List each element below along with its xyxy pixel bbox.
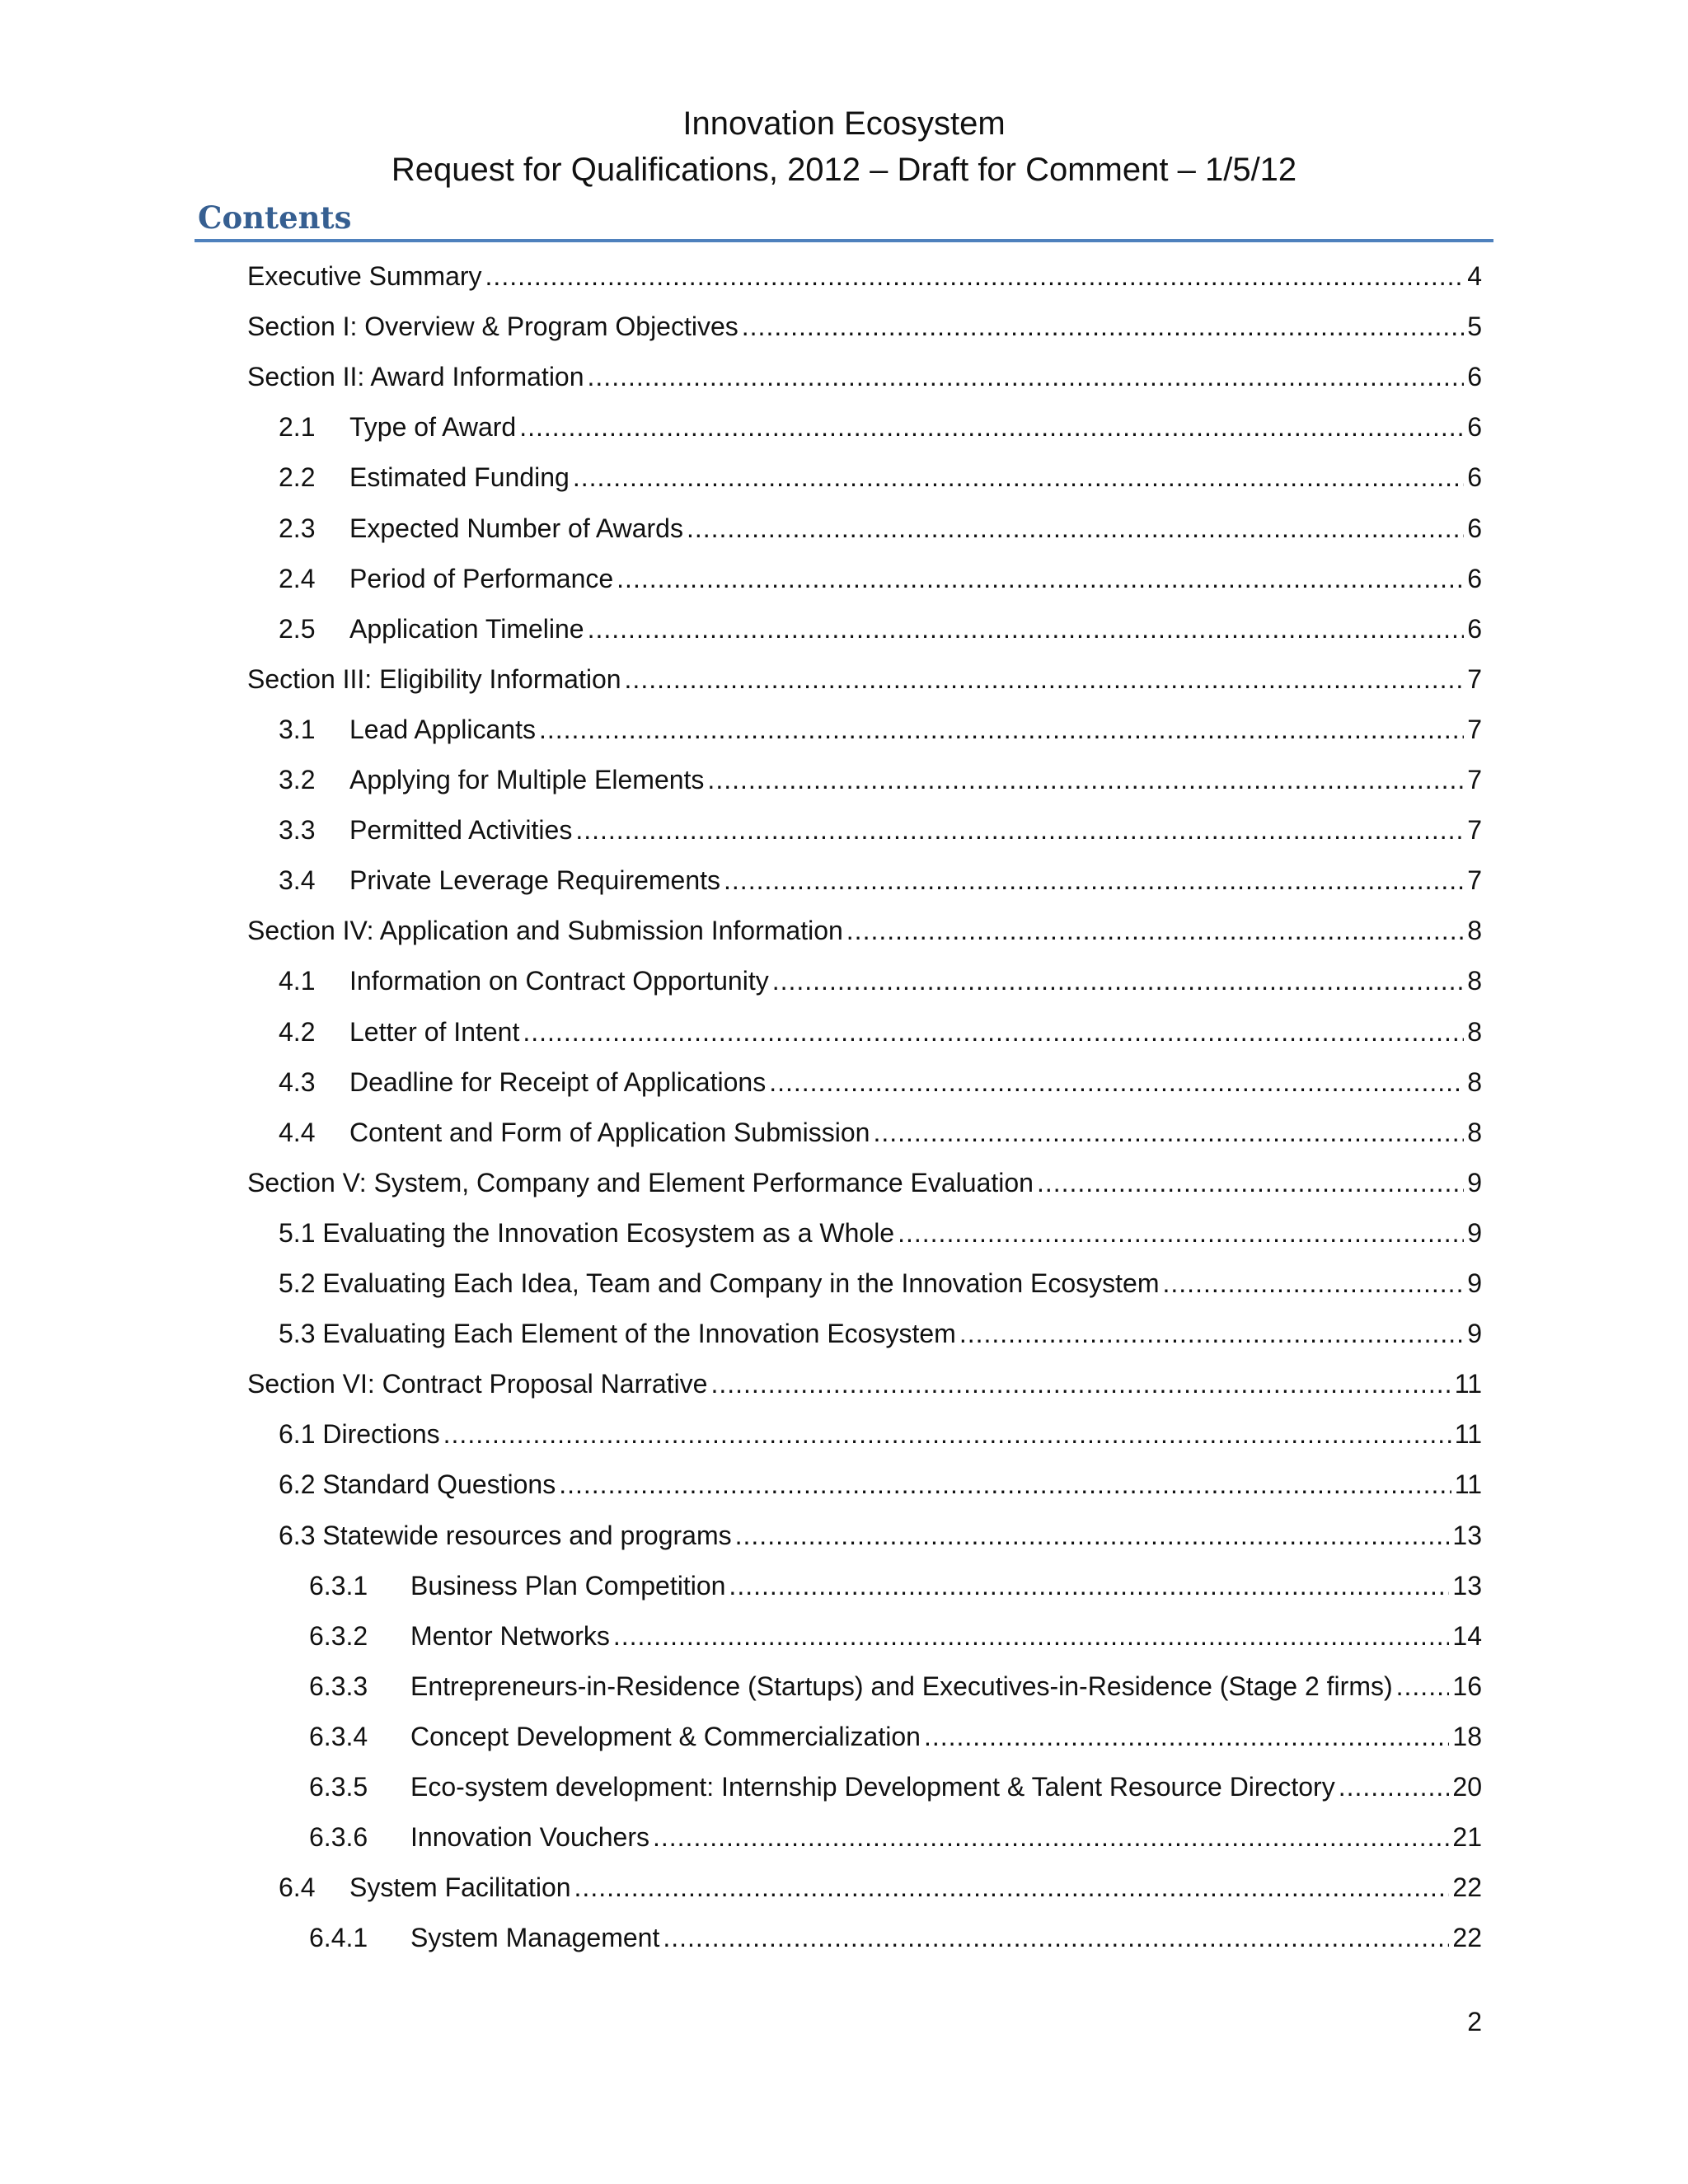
toc-entry[interactable] [0,508,1688,549]
page-number: 2 [1467,2007,1482,2036]
toc-entry-line [309,1766,1482,1807]
document-title: Innovation Ecosystem [682,105,1006,142]
toc-dot-leader [574,1867,1450,1908]
toc-entry-line [279,558,1482,599]
toc-entry-title: 5.1 Evaluating the Innovation Ecosystem as a Whole [279,1217,895,1248]
toc-entry-page: 6 [1467,362,1482,392]
toc-entry-page: 9 [1467,1167,1482,1197]
toc-entry[interactable] [0,709,1688,750]
toc-entry[interactable] [0,255,1688,297]
toc-entry-line [247,1363,1482,1404]
toc-entry-page: 8 [1467,1066,1482,1097]
toc-dot-leader [539,709,1464,750]
toc-entry-page: 5 [1467,312,1482,342]
toc-entry-title: 6.3 Statewide resources and programs [279,1520,732,1550]
toc-entry[interactable] [0,1413,1688,1455]
toc-entry-number: 2.4 [279,563,316,593]
toc-entry-page: 4 [1467,261,1482,291]
toc-dot-leader [1163,1263,1465,1304]
toc-entry[interactable] [0,1716,1688,1757]
toc-entry-number: 3.3 [279,815,316,846]
toc-entry[interactable] [0,1062,1688,1103]
toc-entry-page: 9 [1467,1319,1482,1349]
toc-entry-page: 6 [1467,412,1482,443]
toc-entry-title: Innovation Vouchers [410,1822,649,1853]
toc-entry-number: 6.4.1 [309,1923,368,1953]
contents-heading: Contents [198,199,352,236]
toc-entry-title: Type of Award [349,412,517,443]
toc-entry-line [279,1413,1482,1455]
toc-entry-line [279,809,1482,851]
toc-dot-leader [742,306,1464,347]
toc-entry-title: Mentor Networks [410,1620,610,1651]
toc-entry-line [309,1565,1482,1606]
toc-entry-title: 5.2 Evaluating Each Idea, Team and Company in the Innovation Ecosystem [279,1268,1160,1298]
toc-dot-leader [724,860,1464,901]
toc-entry[interactable] [0,1464,1688,1505]
toc-entry-number: 6.3.2 [309,1620,368,1651]
toc-entry-line [279,860,1482,901]
toc-entry-line [279,406,1482,448]
toc-entry-number: 6.4 [279,1872,316,1903]
toc-entry-number: 6.3.4 [309,1721,368,1751]
toc-entry-title: Section VI: Contract Proposal Narrative [247,1369,708,1399]
toc-entry-page: 20 [1452,1772,1482,1802]
toc-entry[interactable] [0,356,1688,397]
toc-entry-page: 6 [1467,462,1482,493]
toc-entry-number: 6.3.5 [309,1772,368,1802]
toc-entry-title: Eco-system development: Internship Development & Talent Resource Directory [410,1772,1335,1802]
toc-dot-leader [653,1816,1449,1858]
toc-entry-page: 11 [1454,1419,1482,1450]
toc-entry-title: Information on Contract Opportunity [349,966,769,996]
toc-entry-title: Section IV: Application and Submission Information [247,916,843,946]
toc-dot-leader [1037,1162,1464,1203]
toc-entry-line [279,1011,1482,1052]
toc-entry-page: 11 [1454,1369,1482,1399]
toc-dot-leader [873,1112,1464,1153]
toc-entry-number: 4.2 [279,1016,316,1047]
toc-dot-leader [898,1212,1464,1254]
toc-dot-leader [588,608,1465,649]
toc-entry-title: Applying for Multiple Elements [349,765,705,794]
toc-entry-page: 9 [1467,1217,1482,1248]
toc-entry[interactable] [0,1917,1688,1958]
toc-entry[interactable] [0,759,1688,800]
toc-entry-line [247,910,1482,951]
toc-entry[interactable] [0,960,1688,1001]
toc-entry-title: Period of Performance [349,563,614,593]
toc-entry-page: 22 [1452,1923,1482,1953]
toc-entry-title: Section V: System, Company and Element Performance Evaluation [247,1167,1034,1197]
toc-entry-line [279,1062,1482,1103]
toc-entry-page: 11 [1454,1469,1482,1500]
toc-entry-page: 6 [1467,563,1482,593]
toc-entry-title: Lead Applicants [349,714,536,744]
toc-entry-number: 4.1 [279,966,316,996]
toc-entry-number: 2.5 [279,613,316,644]
toc-entry-number: 4.4 [279,1117,316,1147]
toc-entry-line [247,306,1482,347]
toc-entry-page: 13 [1452,1570,1482,1601]
toc-entry-title: Section II: Award Information [247,362,584,392]
toc-entry-page: 16 [1452,1671,1482,1701]
toc-entry-title: System Facilitation [349,1872,571,1903]
toc-dot-leader [523,1011,1464,1052]
toc-entry[interactable] [0,1615,1688,1657]
toc-entry[interactable] [0,406,1688,448]
toc-dot-leader [924,1716,1449,1757]
toc-entry-title: Business Plan Competition [410,1570,726,1601]
toc-entry-line [247,658,1482,700]
toc-entry-line [279,1112,1482,1153]
toc-dot-leader [625,658,1465,700]
toc-entry-page: 18 [1452,1721,1482,1751]
toc-entry[interactable] [0,1363,1688,1404]
toc-entry-line [279,1263,1482,1304]
toc-entry[interactable] [0,457,1688,498]
toc-dot-leader [443,1413,1451,1455]
toc-dot-leader [588,356,1465,397]
toc-entry-number: 2.1 [279,412,316,443]
toc-entry-title: Permitted Activities [349,815,573,846]
toc-entry-line [279,508,1482,549]
toc-entry-number: 3.2 [279,765,316,794]
toc-entry[interactable] [0,1666,1688,1707]
toc-entry-title: Section III: Eligibility Information [247,663,621,694]
toc-dot-leader [769,1062,1464,1103]
toc-entry-page: 6 [1467,613,1482,644]
toc-entry[interactable] [0,306,1688,347]
toc-entry-line [279,709,1482,750]
toc-entry[interactable] [0,1112,1688,1153]
toc-entry-page: 8 [1467,966,1482,996]
toc-dot-leader [710,1363,1451,1404]
toc-entry-line [279,1515,1482,1556]
toc-entry-page: 7 [1467,815,1482,846]
toc-entry-line [309,1917,1482,1958]
toc-entry-title: 6.2 Standard Questions [279,1469,556,1500]
toc-entry-page: 8 [1467,916,1482,946]
toc-entry[interactable] [0,1565,1688,1606]
toc-entry-number: 4.3 [279,1066,316,1097]
toc-entry[interactable] [0,1263,1688,1304]
toc-entry-line [279,1313,1482,1354]
toc-dot-leader [729,1565,1449,1606]
toc-entry[interactable] [0,1011,1688,1052]
toc-entry-line [309,1716,1482,1757]
toc-entry[interactable] [0,558,1688,599]
toc-entry[interactable] [0,1515,1688,1556]
toc-entry-title: Letter of Intent [349,1016,520,1047]
toc-dot-leader [575,809,1464,851]
toc-entry-title: Private Leverage Requirements [349,865,721,896]
toc-entry-number: 6.3.1 [309,1570,368,1601]
toc-entry-title: Executive Summary [247,261,482,291]
toc-entry-page: 9 [1467,1268,1482,1298]
toc-entry[interactable] [0,860,1688,901]
toc-dot-leader [1396,1666,1450,1707]
toc-dot-leader [1339,1766,1450,1807]
toc-entry-page: 13 [1452,1520,1482,1550]
toc-entry-title: Expected Number of Awards [349,513,683,543]
toc-entry-page: 7 [1467,714,1482,744]
toc-entry-page: 6 [1467,513,1482,543]
toc-entry-title: 5.3 Evaluating Each Element of the Innovation Ecosystem [279,1319,956,1349]
toc-dot-leader [846,910,1464,951]
toc-dot-leader [735,1515,1450,1556]
toc-entry-title: Application Timeline [349,613,584,644]
toc-entry-page: 7 [1467,865,1482,896]
toc-entry-line [279,1464,1482,1505]
toc-dot-leader [485,255,1465,297]
toc-entry-line [279,608,1482,649]
toc-entry-line [279,1867,1482,1908]
toc-entry-number: 3.1 [279,714,316,744]
toc-dot-leader [573,457,1464,498]
toc-entry-line [247,356,1482,397]
toc-entry-line [247,1162,1482,1203]
toc-entry-number: 6.3.3 [309,1671,368,1701]
toc-dot-leader [663,1917,1449,1958]
toc-dot-leader [613,1615,1450,1657]
toc-entry-title: Deadline for Receipt of Applications [349,1066,767,1097]
toc-entry-number: 2.2 [279,462,316,493]
toc-entry-line [309,1666,1482,1707]
toc-entry-page: 21 [1452,1822,1482,1853]
contents-divider [195,239,1493,242]
toc-entry-line [247,255,1482,297]
toc-entry-line [309,1816,1482,1858]
toc-dot-leader [959,1313,1464,1354]
toc-entry[interactable] [0,1313,1688,1354]
toc-entry-page: 8 [1467,1016,1482,1047]
toc-entry-page: 8 [1467,1117,1482,1147]
toc-entry-title: Section I: Overview & Program Objectives [247,312,738,342]
toc-entry-title: Estimated Funding [349,462,570,493]
toc-entry-title: Content and Form of Application Submission [349,1117,870,1147]
toc-entry-title: 6.1 Directions [279,1419,440,1450]
toc-entry-number: 3.4 [279,865,316,896]
toc-entry-title: Entrepreneurs-in-Residence (Startups) and Executives-in-Residence (Stage 2 firms) [410,1671,1393,1701]
toc-entry-line [279,457,1482,498]
toc-entry[interactable] [0,1816,1688,1858]
toc-entry[interactable] [0,809,1688,851]
toc-entry-page: 7 [1467,663,1482,694]
toc-entry-line [279,759,1482,800]
toc-entry-page: 7 [1467,765,1482,794]
document-subtitle: Request for Qualifications, 2012 – Draft for Comment – 1/5/12 [391,152,1297,188]
toc-entry[interactable] [0,1867,1688,1908]
toc-entry-line [279,960,1482,1001]
toc-entry-number: 2.3 [279,513,316,543]
toc-dot-leader [707,759,1464,800]
toc-entry-page: 14 [1452,1620,1482,1651]
toc-dot-leader [519,406,1464,448]
toc-entry-page: 22 [1452,1872,1482,1903]
toc-dot-leader [687,508,1464,549]
toc-dot-leader [617,558,1464,599]
toc-entry-line [279,1212,1482,1254]
toc-dot-leader [772,960,1465,1001]
toc-entry-title: System Management [410,1923,660,1953]
toc-entry[interactable] [0,1212,1688,1254]
toc-entry-line [309,1615,1482,1657]
toc-dot-leader [559,1464,1451,1505]
toc-entry-title: Concept Development & Commercialization [410,1721,921,1751]
toc-entry[interactable] [0,658,1688,700]
toc-entry[interactable] [0,1766,1688,1807]
toc-entry[interactable] [0,1162,1688,1203]
toc-entry[interactable] [0,608,1688,649]
toc-entry[interactable] [0,910,1688,951]
toc-entry-number: 6.3.6 [309,1822,368,1853]
